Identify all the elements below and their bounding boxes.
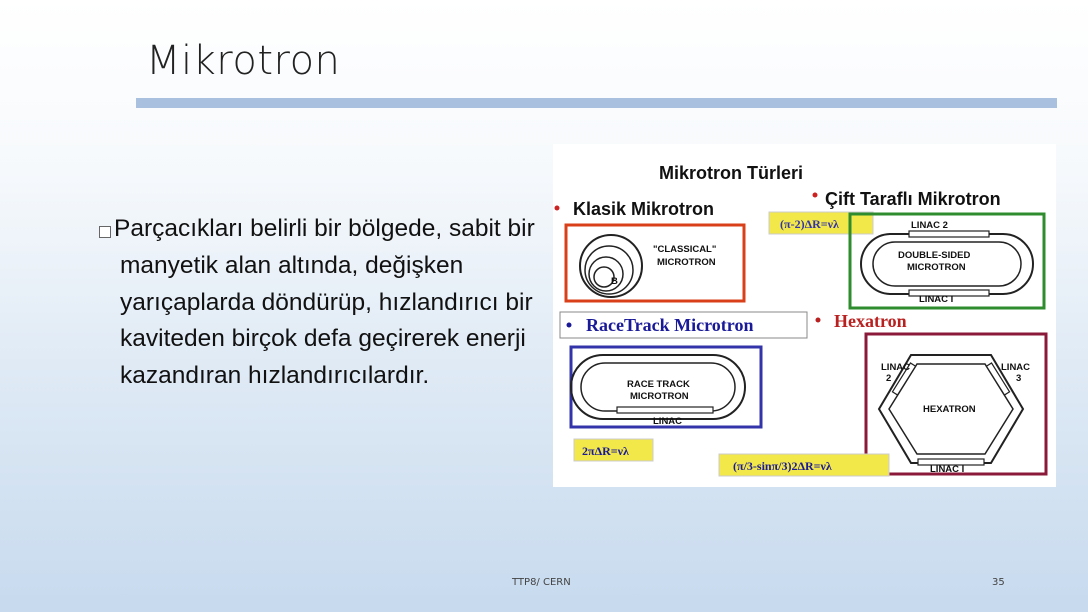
double-sided-label-2: MICROTRON — [907, 262, 966, 273]
double-eq: (π-2)ΔR=νλ — [780, 217, 839, 231]
race-linac-label: LINAC — [653, 416, 683, 427]
hex-linac3-num: 3 — [1016, 373, 1022, 384]
bullet-hexatron-icon — [816, 318, 821, 323]
racetrack-heading: RaceTrack Microtron — [586, 315, 754, 335]
hex-linac2-label: LINAC — [881, 362, 911, 373]
bullet-racetrack-icon — [567, 323, 572, 328]
double-sided-label-1: DOUBLE-SIDED — [898, 250, 971, 261]
classical-rings-icon — [580, 235, 642, 297]
linac2-label: LINAC 2 — [911, 220, 948, 231]
race-eq: 2πΔR=νλ — [582, 444, 629, 458]
page-number: 35 — [992, 577, 1005, 588]
bullet-classic-icon — [555, 206, 560, 211]
race-track-label-2: MICROTRON — [630, 391, 689, 402]
hex-eq: (π/3-sinπ/3)2ΔR=νλ — [733, 459, 832, 473]
classical-label-2: MICROTRON — [657, 257, 716, 268]
bullet-box-icon — [99, 226, 111, 238]
bullet-double-icon — [813, 193, 818, 198]
hex-linac2-num: 2 — [886, 373, 892, 384]
hex-linac3-label: LINAC — [1001, 362, 1031, 373]
figure-title: Mikrotron Türleri — [659, 163, 804, 183]
body-text: Parçacıkları belirli bir bölgede, sabit bir manyetik alan altında, değişken yarıçaplarda döndürüp, hızlandırıcı bir kaviteden birçok defa geçirerek enerji kazandıran hızlandırıcılardır. — [114, 215, 535, 390]
hexatron-heading: Hexatron — [834, 311, 907, 331]
double-heading: Çift Taraflı Mikrotron — [825, 189, 1001, 209]
title-underline — [136, 98, 1057, 108]
classical-b-label: B — [611, 276, 618, 287]
microtron-types-figure — [553, 144, 1056, 487]
figure-canvas — [553, 144, 1056, 487]
footer-source: TTP8/ CERN — [512, 577, 571, 588]
classic-heading: Klasik Mikrotron — [573, 199, 715, 219]
linac1-label: LINAC I — [919, 294, 954, 305]
race-track-label-1: RACE TRACK — [627, 379, 690, 390]
classical-label-1: "CLASSICAL" — [653, 244, 717, 255]
hex-center-label: HEXATRON — [923, 404, 976, 415]
slide-title: Mikrotron — [146, 38, 341, 84]
hex-linac1-label: LINAC I — [930, 464, 965, 475]
